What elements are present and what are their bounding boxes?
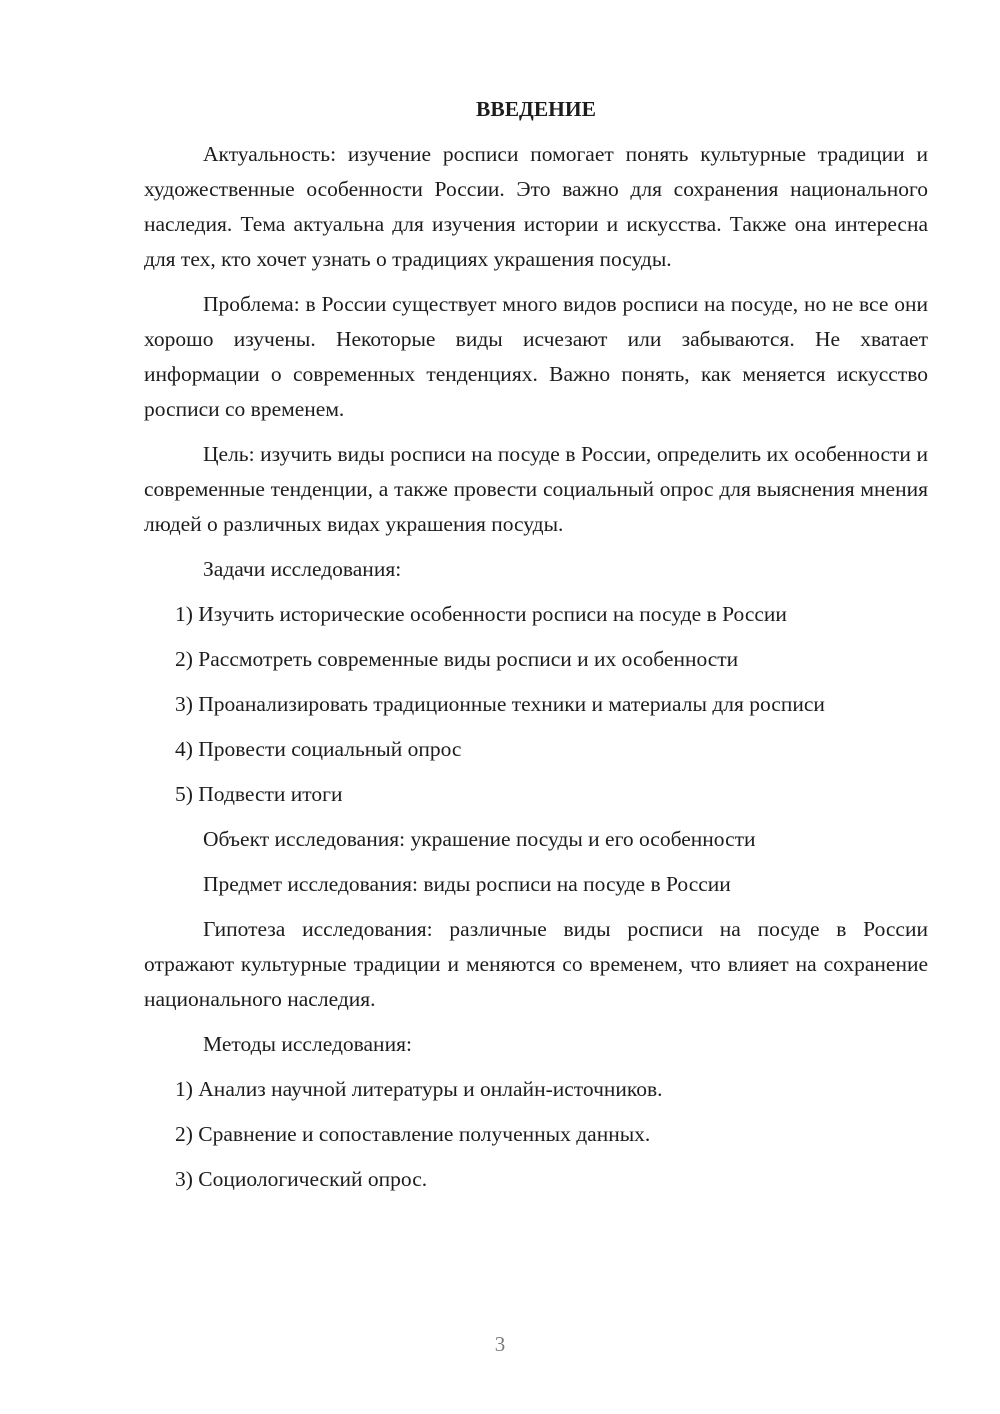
task-item: 5) Подвести итоги — [175, 782, 343, 806]
relevance-paragraph: Актуальность: изучение росписи помогает понять культурные традиции и художественные особенности России. Это важно для сохранения национального наследия. Тема актуальна для изучения истории и искусства. Также она интересна для тех, кто хочет узнать о традициях украшения посуды. — [144, 142, 928, 271]
method-item: 1) Анализ научной литературы и онлайн-источников. — [175, 1077, 663, 1101]
subject-paragraph: Предмет исследования: виды росписи на посуде в России — [203, 872, 731, 896]
task-item: 3) Проанализировать традиционные техники и материалы для росписи — [175, 692, 825, 716]
method-item: 2) Сравнение и сопоставление полученных данных. — [175, 1122, 651, 1146]
goal-paragraph: Цель: изучить виды росписи на посуде в России, определить их особенности и современные тенденции, а также провести социальный опрос для выяснения мнения людей о различных видах украшения посуды. — [144, 442, 928, 536]
document-page — [144, 92, 928, 1207]
section-title: ВВЕДЕНИЕ — [476, 97, 596, 121]
task-item: 1) Изучить исторические особенности росписи на посуде в России — [175, 602, 787, 626]
task-item: 4) Провести социальный опрос — [175, 737, 462, 761]
object-paragraph: Объект исследования: украшение посуды и его особенности — [203, 827, 756, 851]
tasks-heading: Задачи исследования: — [203, 557, 402, 581]
hypothesis-paragraph: Гипотеза исследования: различные виды росписи на посуде в России отражают культурные традиции и меняются со временем, что влияет на сохранение национального наследия. — [144, 917, 928, 1011]
method-item: 3) Социологический опрос. — [175, 1167, 428, 1191]
task-item: 2) Рассмотреть современные виды росписи и их особенности — [175, 647, 739, 671]
page-number: 3 — [494, 1332, 506, 1356]
methods-heading: Методы исследования: — [203, 1032, 412, 1056]
problem-paragraph: Проблема: в России существует много видов росписи на посуде, но не все они хорошо изучены. Некоторые виды исчезают или забываются. Не хватает информации о современных тенденциях. Важно понять, как меняется искусство росписи со временем. — [144, 292, 928, 421]
